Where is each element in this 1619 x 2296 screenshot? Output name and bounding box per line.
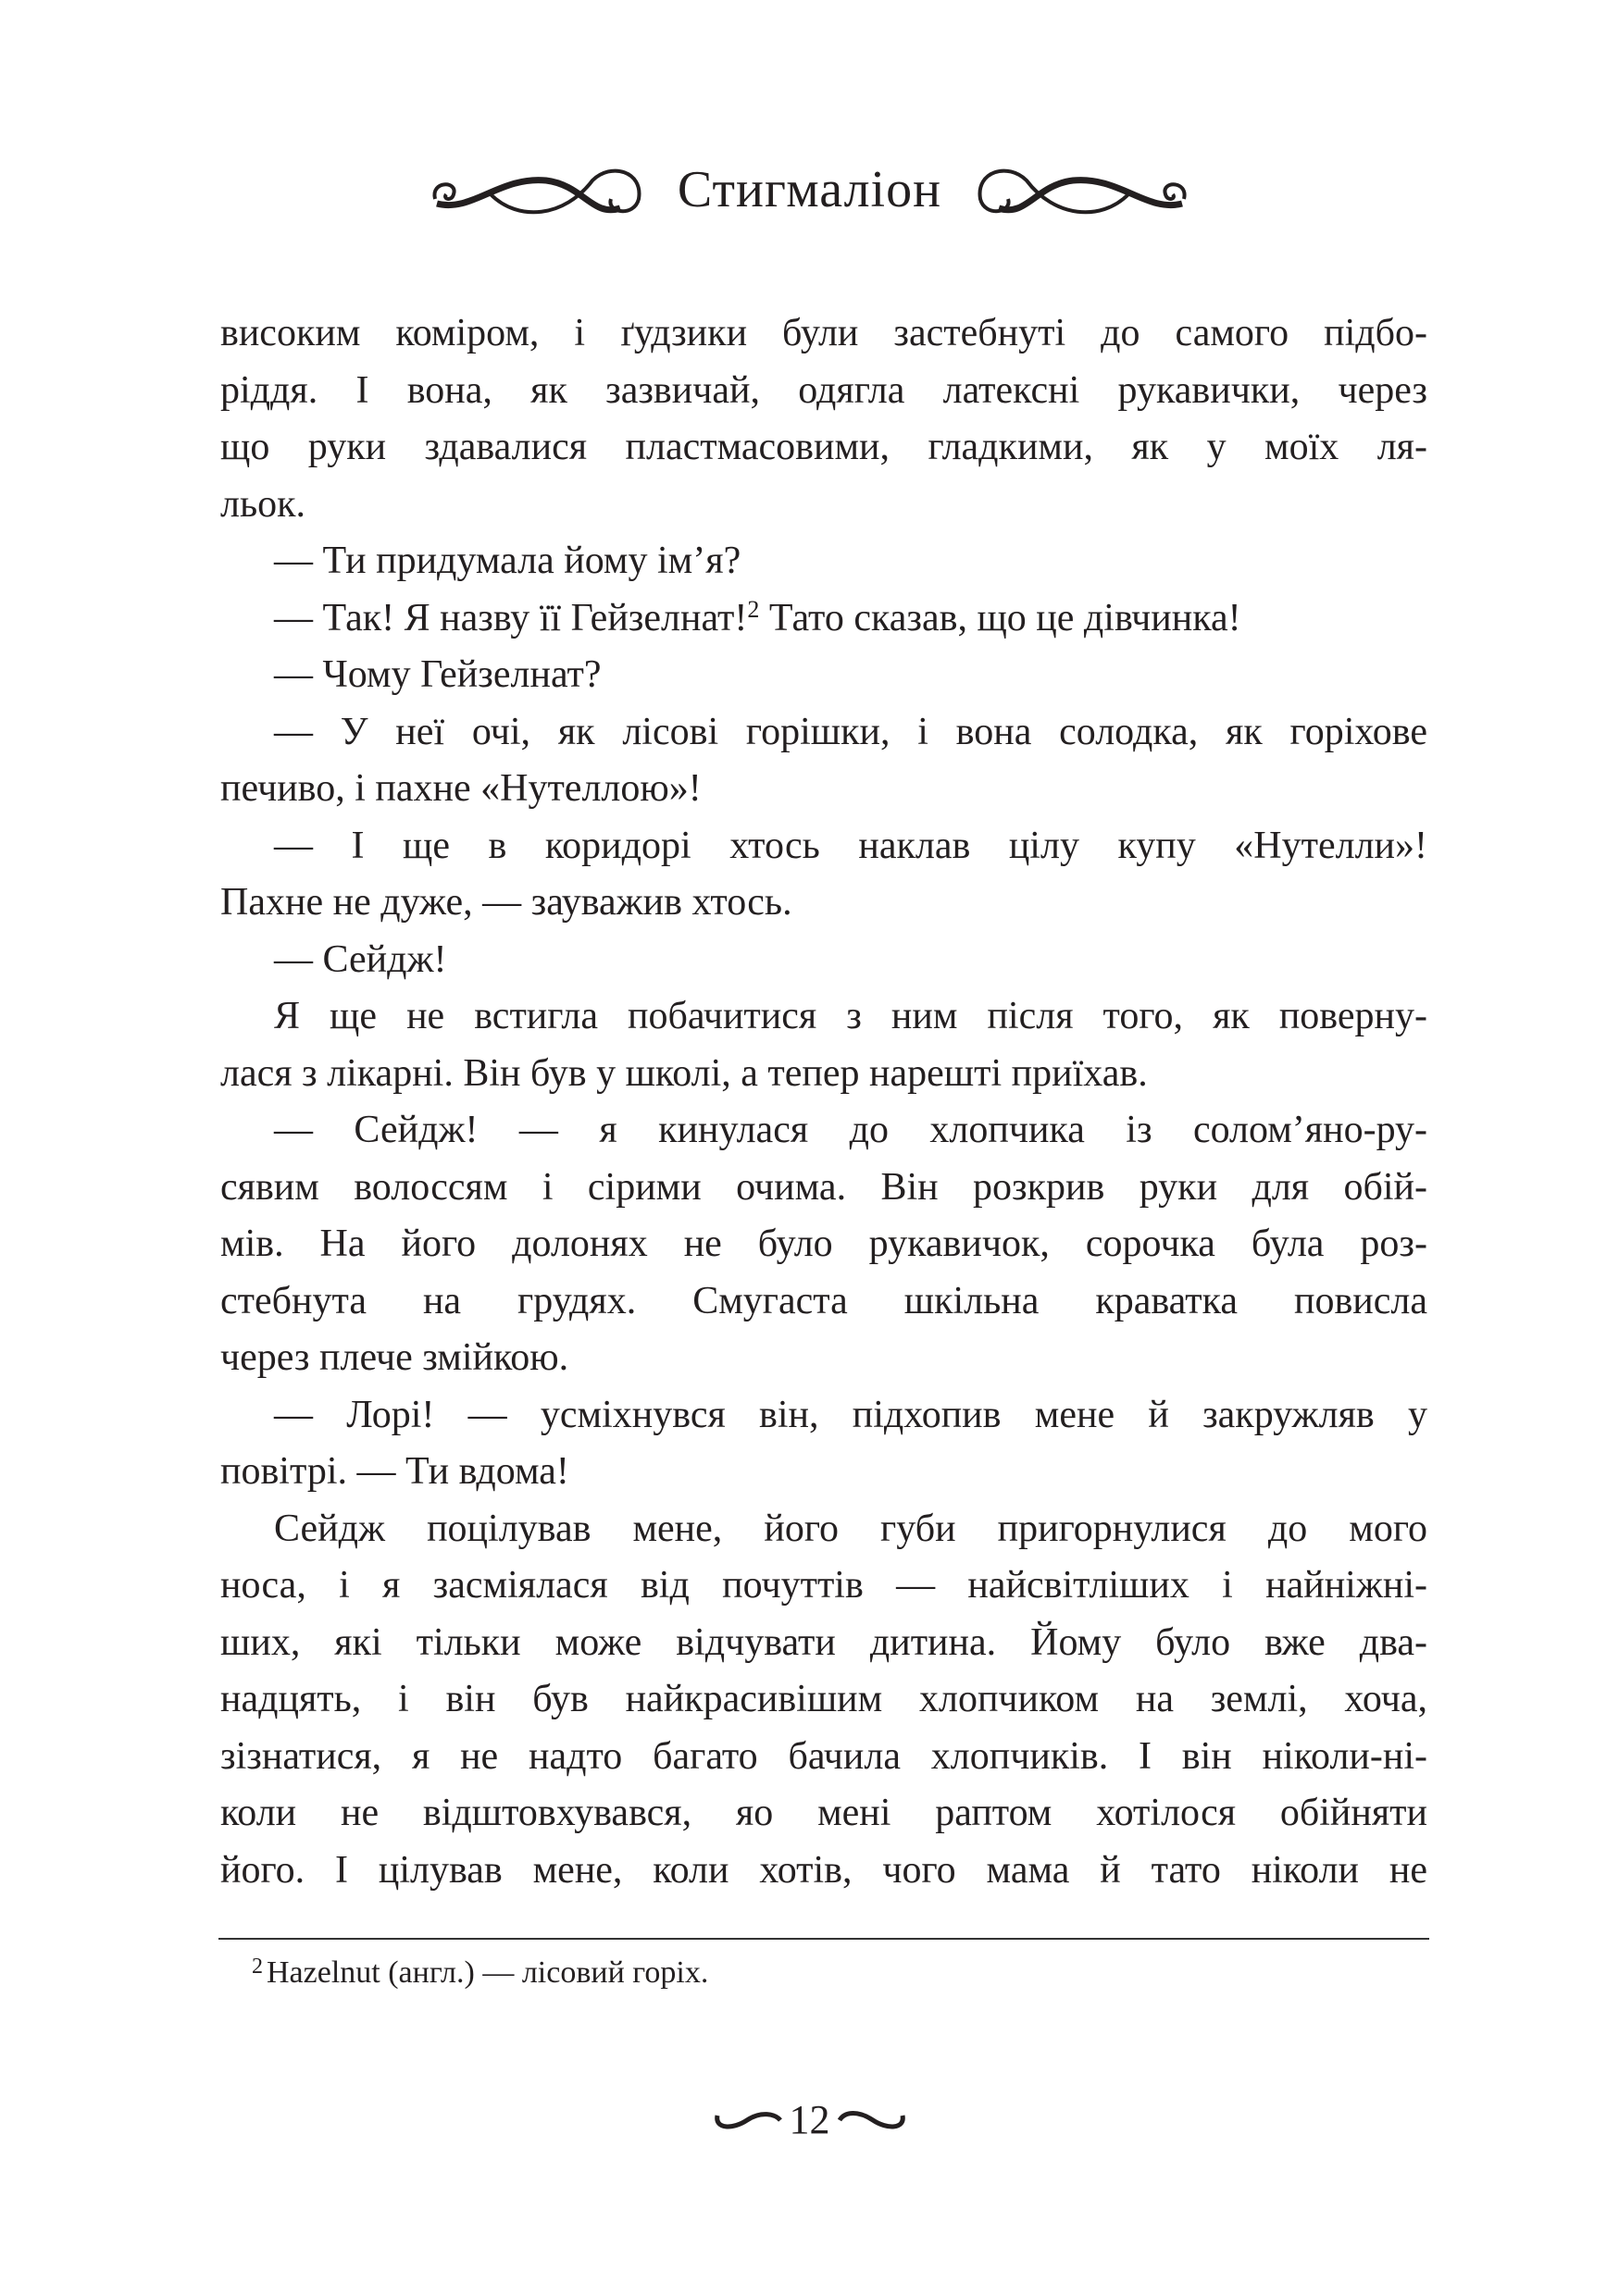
- page-number-text: 12: [789, 2097, 830, 2142]
- text-line-content: стебнута на грудях. Смугаста шкільна краватка повисла: [220, 1279, 1427, 1322]
- text-line-content: сявим волоссям і сірими очима. Він розкрив руки для обій-: [220, 1165, 1427, 1209]
- text-line-content: ших, які тільки може відчувати дитина. Йому було вже два-: [220, 1620, 1427, 1664]
- text-line: [220, 363, 1427, 420]
- text-line-content: Я ще не встигла побачитися з ним після того, як поверну-: [274, 995, 1427, 1037]
- text-line-content: — Чому Гейзелнат?: [274, 653, 602, 696]
- text-line: [220, 1330, 1427, 1387]
- text-line: [220, 1102, 1427, 1160]
- text-line: [220, 1387, 1427, 1445]
- text-line: [220, 1615, 1427, 1672]
- text-line: [220, 1501, 1427, 1558]
- text-line: [220, 647, 1427, 704]
- body-text: [220, 305, 1427, 1899]
- footnote-divider: [218, 1938, 1429, 1940]
- book-title: Стигмаліон: [677, 161, 942, 218]
- text-line: [220, 988, 1427, 1046]
- footnote-reference[interactable]: 2: [747, 595, 760, 623]
- footnote-number: 2: [252, 1955, 263, 1979]
- text-line-content: — І ще в коридорі хтось наклав цілу купу «Нутелли»!: [274, 824, 1427, 867]
- text-line: [220, 1444, 1427, 1501]
- text-line: [220, 1216, 1427, 1273]
- text-line-content: повітрі. — Ти вдома!: [220, 1450, 569, 1493]
- left-swash-icon: [710, 2106, 784, 2134]
- page-number: [0, 2096, 1619, 2143]
- text-line: [220, 1046, 1427, 1103]
- text-line: [220, 1160, 1427, 1217]
- text-line: [220, 1558, 1427, 1615]
- text-line: [220, 419, 1427, 477]
- text-line: [220, 761, 1427, 818]
- text-line-content: — Сейдж! — я кинулася до хлопчика із солом’яно-ру-: [274, 1109, 1427, 1151]
- text-line-content: зізнатися, я не надто багато бачила хлопчиків. І він ніколи-ні-: [220, 1734, 1427, 1778]
- text-line: [220, 305, 1427, 363]
- left-ornament-icon: [426, 157, 657, 222]
- footnote: [252, 1955, 708, 1991]
- text-line-content: лася з лікарні. Він був у школі, а тепер нарешті приїхав.: [220, 1051, 1148, 1095]
- text-line: [220, 533, 1427, 590]
- text-line-content: що руки здавалися пластмасовими, гладкими, як у моїх ля-: [220, 426, 1427, 468]
- text-line-content: Тато сказав, що це дівчинка!: [759, 596, 1241, 639]
- text-line-content: Пахне не дуже, — зауважив хтось.: [220, 881, 792, 924]
- text-line-content: коли не відштовхувався, яо мені раптом хотілося обійняти: [220, 1792, 1427, 1834]
- text-line-content: — Сейдж!: [274, 937, 447, 981]
- text-line: [220, 704, 1427, 762]
- text-line-content: носа, і я засміялася від почуттів — найсвітліших і найніжні-: [220, 1564, 1427, 1607]
- text-line: [220, 1843, 1427, 1900]
- text-line-content: — Ти придумала йому ім’я?: [274, 540, 741, 582]
- text-line-content: високим коміром, і ґудзики були застебнуті до самого підбо-: [220, 312, 1427, 354]
- running-header: [0, 157, 1619, 222]
- text-line: [220, 932, 1427, 989]
- text-line: [220, 1273, 1427, 1331]
- text-line-content: через плече змійкою.: [220, 1336, 569, 1379]
- text-line: [220, 477, 1427, 534]
- text-line: [220, 1729, 1427, 1786]
- text-line: [220, 875, 1427, 932]
- text-line: [220, 818, 1427, 875]
- text-line-content: — Лорі! — усміхнувся він, підхопив мене й закружляв у: [274, 1393, 1427, 1436]
- text-line-content: — У неї очі, як лісові горішки, і вона солодка, як горіхове: [274, 710, 1427, 753]
- footnote-text: Hazelnut (англ.) — лісовий горіх.: [267, 1955, 709, 1990]
- text-line: [220, 590, 1427, 648]
- text-line-content: Сейдж поцілував мене, його губи пригорнулися до мого: [274, 1507, 1427, 1550]
- right-ornament-icon: [962, 157, 1193, 222]
- text-line-content: надцять, і він був найкрасивішим хлопчиком на землі, хоча,: [220, 1678, 1427, 1720]
- text-line-content: ріддя. І вона, як зазвичай, одягла латексні рукавички, через: [220, 368, 1427, 412]
- text-line-content: печиво, і пахне «Нутеллою»!: [220, 767, 702, 810]
- text-line-content: мів. На його долонях не було рукавичок, сорочка була роз-: [220, 1222, 1427, 1265]
- text-line-content: льок.: [220, 482, 306, 526]
- text-line: [220, 1671, 1427, 1729]
- text-line-content: — Так! Я назву її Гейзелнат!: [274, 596, 748, 639]
- text-line: [220, 1785, 1427, 1843]
- text-line-content: його. І цілував мене, коли хотів, чого мама й тато ніколи не: [220, 1848, 1427, 1892]
- right-swash-icon: [836, 2106, 910, 2134]
